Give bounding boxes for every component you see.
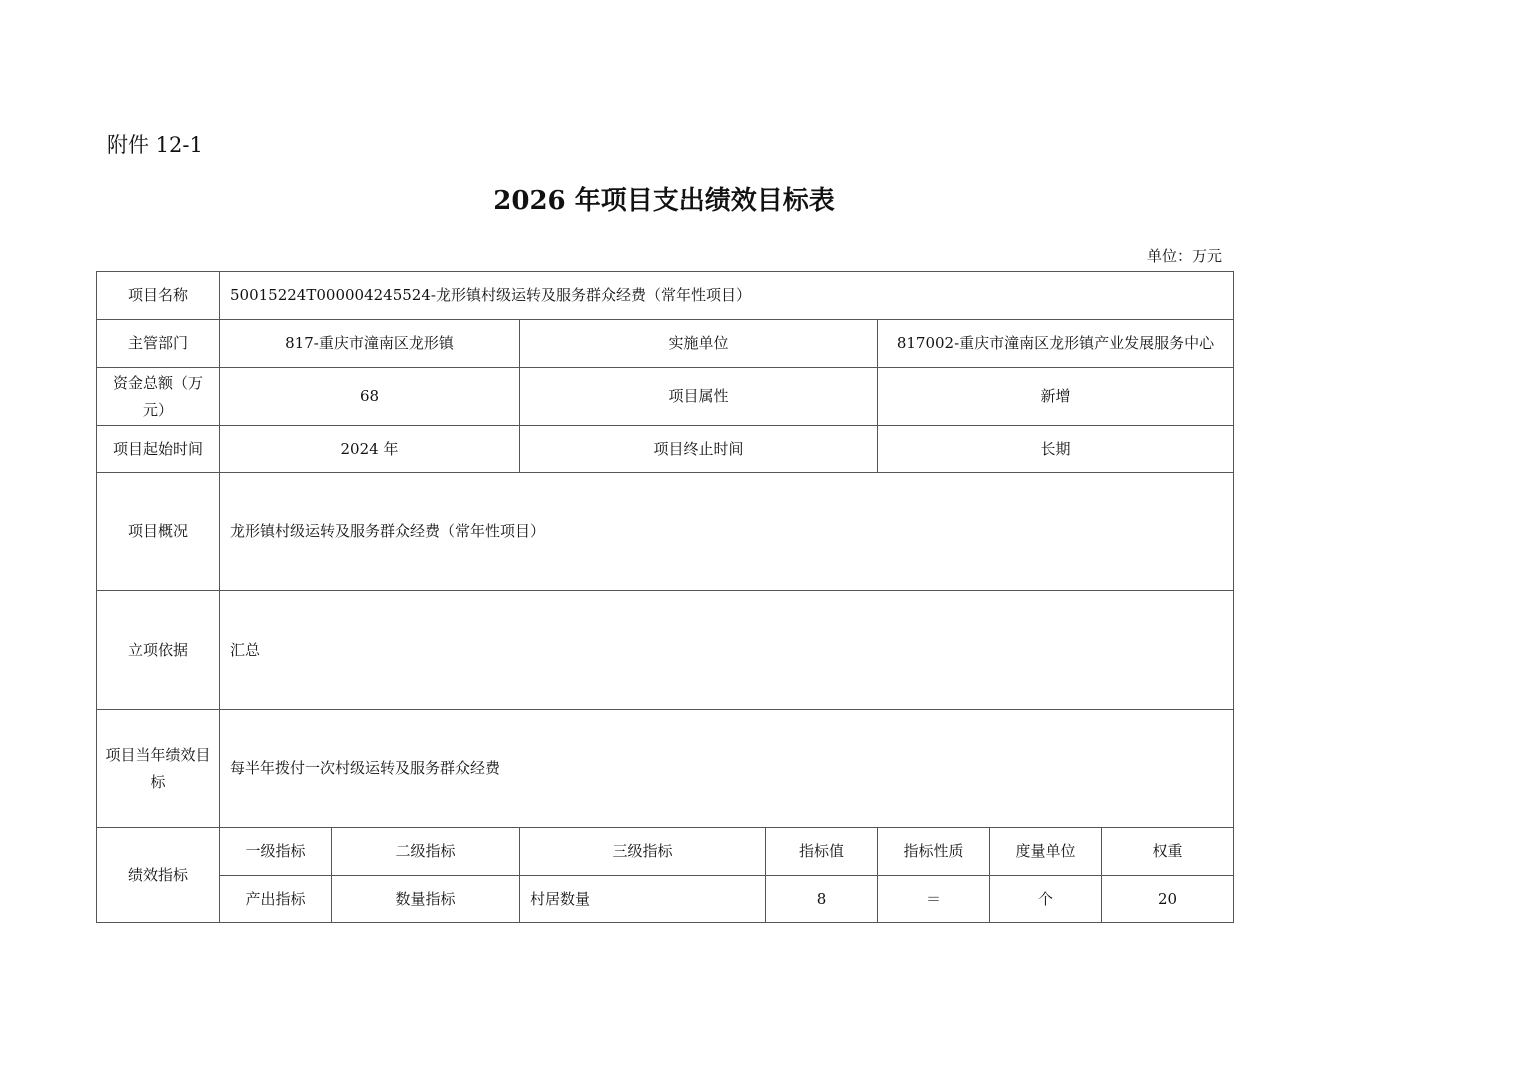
implementing-unit-value: 817002-重庆市潼南区龙形镇产业发展服务中心 [878,320,1234,368]
overview-value: 龙形镇村级运转及服务群众经费（常年性项目） [220,473,1234,591]
table-row [97,272,1234,320]
indicator-value-cell: 8 [766,876,878,923]
performance-goal-table [96,271,1234,923]
indicator-header-nature: 指标性质 [878,828,990,876]
table-row [97,876,1234,923]
page-title: 2026 年项目支出绩效目标表 [493,186,835,216]
annual-goal-label: 项目当年绩效目标 [97,710,220,828]
total-funds-value: 68 [220,368,520,426]
table-row [97,591,1234,710]
indicator-header-weight: 权重 [1102,828,1234,876]
indicators-label: 绩效指标 [97,828,220,923]
indicator-header-unit: 度量单位 [990,828,1102,876]
indicator-header-value: 指标值 [766,828,878,876]
project-name-value: 50015224T000004245524-龙形镇村级运转及服务群众经费（常年性项目） [220,272,1234,320]
annual-goal-value: 每半年拨付一次村级运转及服务群众经费 [220,710,1234,828]
start-time-label: 项目起始时间 [97,426,220,473]
table-row [97,320,1234,368]
unit-label: 单位：万元 [1146,247,1222,265]
basis-label: 立项依据 [97,591,220,710]
end-time-label: 项目终止时间 [520,426,878,473]
department-value: 817-重庆市潼南区龙形镇 [220,320,520,368]
table-row [97,368,1234,426]
end-time-value: 长期 [878,426,1234,473]
attachment-label: 附件 12-1 [107,133,203,157]
indicator-level1-cell: 产出指标 [220,876,332,923]
indicator-header-level3: 三级指标 [520,828,766,876]
overview-label: 项目概况 [97,473,220,591]
total-funds-label: 资金总额（万元） [97,368,220,426]
table-row [97,828,1234,876]
project-name-label: 项目名称 [97,272,220,320]
project-attribute-label: 项目属性 [520,368,878,426]
indicator-nature-cell: ＝ [878,876,990,923]
indicator-header-level2: 二级指标 [332,828,520,876]
project-attribute-value: 新增 [878,368,1234,426]
basis-value: 汇总 [220,591,1234,710]
table-row [97,710,1234,828]
indicator-unit-cell: 个 [990,876,1102,923]
implementing-unit-label: 实施单位 [520,320,878,368]
indicator-level2-cell: 数量指标 [332,876,520,923]
table-row [97,426,1234,473]
department-label: 主管部门 [97,320,220,368]
indicator-header-level1: 一级指标 [220,828,332,876]
indicator-weight-cell: 20 [1102,876,1234,923]
start-time-value: 2024 年 [220,426,520,473]
table-row [97,473,1234,591]
indicator-level3-cell: 村居数量 [520,876,766,923]
